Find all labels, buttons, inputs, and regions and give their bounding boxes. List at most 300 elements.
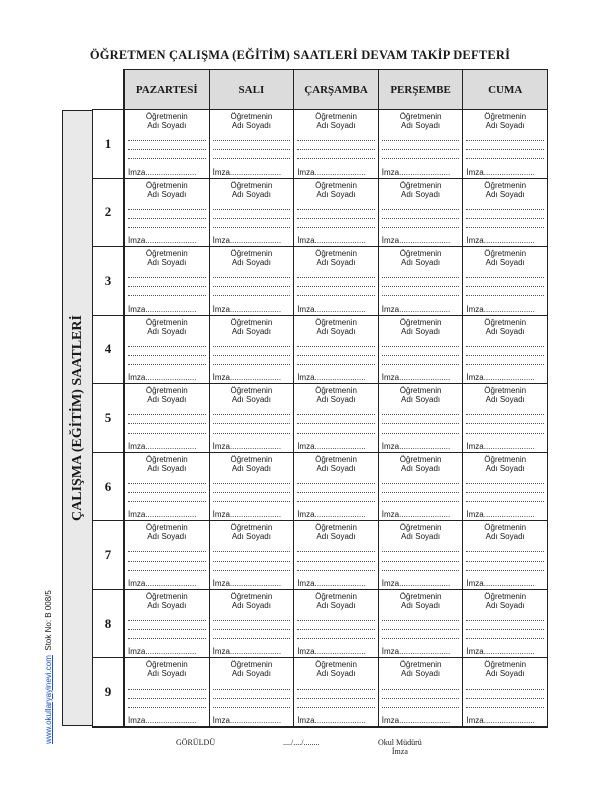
signature-label: İmza....................... [297,236,366,246]
cell-teacher-label [466,660,544,678]
dotted-line [128,629,206,630]
signature-cell[interactable] [293,658,378,727]
signature-cell[interactable] [293,110,378,179]
teacher-label-line2: Adı Soyadı [231,463,271,473]
dotted-line [382,227,460,228]
signature-cell[interactable] [209,384,294,453]
teacher-label-line1: Öğretmenin [230,317,273,327]
signature-label: İmza....................... [466,167,535,177]
teacher-label-line2: Adı Soyadı [401,326,441,336]
signature-cell[interactable] [378,521,463,590]
signature-cell[interactable] [124,590,209,659]
signature-cell[interactable] [462,453,547,522]
teacher-label-line2: Adı Soyadı [316,189,356,199]
signature-label: İmza....................... [381,647,451,657]
name-lines [297,610,375,648]
signature-label: İmza....................... [212,510,282,520]
dotted-line [213,149,291,150]
cell-teacher-label [213,660,291,678]
teacher-label-line1: Öğretmenin [230,591,273,601]
cell-teacher-label [128,318,206,336]
teacher-label-line2: Adı Soyadı [316,532,356,542]
signature-cell[interactable] [209,521,294,590]
signature-cell[interactable] [124,247,209,316]
publisher-link[interactable]: www.okullaryayinevi.com [44,655,53,744]
signature-cell[interactable] [378,658,463,727]
dotted-line [466,570,544,571]
signature-cell[interactable] [293,179,378,248]
signature-label: İmza....................... [466,578,535,588]
hour-number: 9 [92,658,124,727]
signature-cell[interactable] [209,658,294,727]
name-lines [382,336,460,374]
signature-cell[interactable] [462,247,547,316]
cell-teacher-label [213,455,291,473]
signature-label: İmza....................... [466,716,535,725]
signature-cell[interactable] [378,590,463,659]
name-lines [213,610,291,648]
teacher-label-line2: Adı Soyadı [147,669,187,679]
teacher-label-line1: Öğretmenin [145,386,188,396]
dotted-line [297,218,375,219]
teacher-label-line2: Adı Soyadı [231,395,271,405]
name-lines [213,267,291,305]
cell-teacher-label [213,592,291,610]
name-lines [382,199,460,237]
signature-cell[interactable] [293,590,378,659]
teacher-label-line1: Öğretmenin [145,454,188,464]
dotted-line [466,346,544,347]
signature-label: İmza....................... [128,510,197,520]
teacher-label-line2: Adı Soyadı [231,600,271,610]
name-lines [466,336,544,374]
dotted-line [466,227,544,228]
name-lines [466,541,544,579]
dotted-line [382,346,460,347]
dotted-line [128,638,206,639]
name-lines [128,473,206,511]
cell-teacher-label [297,386,375,404]
name-lines [466,473,544,511]
cell-teacher-label [382,386,460,404]
side-label: ÇALIŞMA (EĞİTİM) SAATLERİ [69,315,85,521]
dotted-line [213,551,291,552]
signature-label: İmza....................... [128,236,197,246]
name-lines [128,199,206,237]
dotted-line [128,286,206,287]
signature-label: İmza....................... [381,441,451,451]
signature-cell[interactable] [124,453,209,522]
teacher-label-line1: Öğretmenin [230,180,273,190]
cell-teacher-label [128,181,206,199]
dotted-line [128,501,206,502]
dotted-line [382,209,460,210]
teacher-label-line2: Adı Soyadı [401,669,441,679]
cell-teacher-label [466,455,544,473]
signature-cell[interactable] [124,179,209,248]
dotted-line [213,638,291,639]
teacher-label-line1: Öğretmenin [484,454,527,464]
dotted-line [466,140,544,141]
dotted-line [466,355,544,356]
signature-label: İmza....................... [212,373,282,383]
teacher-label-line1: Öğretmenin [315,591,357,601]
dotted-line [297,355,375,356]
dotted-line [382,423,460,424]
signature-cell[interactable] [378,316,463,385]
dotted-line [382,364,460,365]
dotted-line [297,295,375,296]
dotted-line [128,227,206,228]
dotted-line [128,140,206,141]
cell-teacher-label [213,386,291,404]
teacher-label-line1: Öğretmenin [484,180,527,190]
teacher-label-line2: Adı Soyadı [147,600,187,610]
dotted-line [213,707,291,708]
day-header: PERŞEMBE [378,69,463,110]
signature-cell[interactable] [124,316,209,385]
cell-teacher-label [382,523,460,541]
day-header: PAZARTESİ [124,69,209,110]
teacher-label-line1: Öğretmenin [315,523,357,533]
teacher-label-line2: Adı Soyadı [401,395,441,405]
teacher-label-line1: Öğretmenin [230,454,273,464]
footer-principal [378,738,422,756]
cell-teacher-label [128,112,206,130]
dotted-line [213,433,291,434]
dotted-line [128,561,206,562]
teacher-label-line1: Öğretmenin [399,660,442,670]
signature-cell[interactable] [124,110,209,179]
dotted-line [128,277,206,278]
dotted-line [128,698,206,699]
name-lines [382,267,460,305]
teacher-label-line1: Öğretmenin [145,591,188,601]
dotted-line [382,277,460,278]
teacher-label-line1: Öğretmenin [399,523,442,533]
dotted-line [297,629,375,630]
dotted-line [466,423,544,424]
dotted-line [466,295,544,296]
signature-cell[interactable] [462,316,547,385]
signature-label: İmza....................... [466,441,535,451]
teacher-label-line1: Öğretmenin [399,249,442,259]
name-lines [213,404,291,442]
dotted-line [297,423,375,424]
dotted-line [466,364,544,365]
teacher-label-line1: Öğretmenin [399,317,442,327]
cell-teacher-label [466,592,544,610]
dotted-line [213,570,291,571]
teacher-label-line2: Adı Soyadı [147,189,187,199]
teacher-label-line1: Öğretmenin [484,317,527,327]
cell-teacher-label [297,318,375,336]
dotted-line [466,620,544,621]
signature-label: İmza....................... [297,578,366,588]
signature-cell[interactable] [124,658,209,727]
signature-label: İmza....................... [466,647,535,657]
signature-label: İmza....................... [128,373,197,383]
signature-cell[interactable] [462,384,547,453]
signature-label: İmza....................... [212,441,282,451]
name-lines [382,678,460,716]
dotted-line [466,277,544,278]
teacher-label-line2: Adı Soyadı [485,669,525,679]
teacher-label-line2: Adı Soyadı [401,463,441,473]
dotted-line [128,364,206,365]
dotted-line [466,492,544,493]
dotted-line [297,227,375,228]
cell-teacher-label [466,318,544,336]
dotted-line [128,570,206,571]
signature-cell[interactable] [378,110,463,179]
signature-cell[interactable] [462,658,547,727]
hour-number: 1 [92,110,124,179]
dotted-line [213,561,291,562]
signature-label: İmza....................... [212,236,282,246]
signature-cell[interactable] [293,521,378,590]
name-lines [382,473,460,511]
name-lines [382,130,460,168]
cell-teacher-label [382,318,460,336]
signature-cell[interactable] [462,590,547,659]
signature-label: İmza....................... [297,647,366,657]
name-lines [213,130,291,168]
signature-cell[interactable] [209,453,294,522]
cell-teacher-label [382,592,460,610]
cell-teacher-label [297,249,375,267]
dotted-line [382,638,460,639]
dotted-line [213,483,291,484]
signature-label: İmza....................... [128,716,197,725]
dotted-line [382,492,460,493]
dotted-line [466,707,544,708]
dotted-line [128,158,206,159]
teacher-label-line1: Öğretmenin [484,112,527,121]
dotted-line [382,561,460,562]
teacher-label-line2: Adı Soyadı [231,669,271,679]
signature-cell[interactable] [462,110,547,179]
signature-label: İmza....................... [381,510,451,520]
dotted-line [297,707,375,708]
signature-label: İmza....................... [297,441,366,451]
signature-cell[interactable] [124,384,209,453]
cell-teacher-label [466,112,544,130]
cell-teacher-label [213,181,291,199]
teacher-label-line1: Öğretmenin [315,249,357,259]
hour-number: 5 [92,384,124,453]
signature-label: İmza....................... [381,373,451,383]
dotted-line [128,483,206,484]
signature-label: İmza....................... [128,304,197,314]
signature-cell[interactable] [378,247,463,316]
teacher-label-line2: Adı Soyadı [316,326,356,336]
dotted-line [466,286,544,287]
signature-label: İmza....................... [297,510,366,520]
dotted-line [128,492,206,493]
teacher-label-line1: Öğretmenin [145,112,188,121]
dotted-line [297,158,375,159]
dotted-line [466,433,544,434]
teacher-label-line2: Adı Soyadı [485,121,525,130]
teacher-label-line2: Adı Soyadı [401,189,441,199]
dotted-line [213,620,291,621]
dotted-line [297,620,375,621]
cell-teacher-label [297,592,375,610]
dotted-line [466,483,544,484]
dotted-line [466,638,544,639]
signature-label: İmza....................... [297,716,366,725]
dotted-line [466,561,544,562]
dotted-line [297,689,375,690]
teacher-label-line2: Adı Soyadı [231,532,271,542]
hour-number: 6 [92,453,124,522]
teacher-label-line1: Öğretmenin [145,523,188,533]
cell-teacher-label [382,181,460,199]
teacher-label-line2: Adı Soyadı [147,463,187,473]
teacher-label-line1: Öğretmenin [399,180,442,190]
name-lines [128,404,206,442]
cell-teacher-label [382,455,460,473]
teacher-label-line1: Öğretmenin [315,180,357,190]
dotted-line [213,227,291,228]
name-lines [213,473,291,511]
signature-label: İmza....................... [466,373,535,383]
teacher-label-line1: Öğretmenin [484,591,527,601]
teacher-label-line2: Adı Soyadı [485,395,525,405]
teacher-label-line2: Adı Soyadı [231,326,271,336]
cell-teacher-label [213,112,291,130]
signature-label: İmza....................... [128,647,197,657]
signature-cell[interactable] [293,316,378,385]
dotted-line [382,689,460,690]
teacher-label-line1: Öğretmenin [484,523,527,533]
dotted-line [297,638,375,639]
cell-teacher-label [466,523,544,541]
teacher-label-line2: Adı Soyadı [485,189,525,199]
day-header: ÇARŞAMBA [293,69,378,110]
principal-label: Okul Müdürü [378,738,422,747]
dotted-line [382,629,460,630]
signature-label: İmza....................... [466,304,535,314]
name-lines [297,199,375,237]
attendance-table [92,69,548,728]
name-lines [128,541,206,579]
stock-number: Stok No: B 008/5 [44,590,53,651]
name-lines [297,678,375,716]
signature-label: İmza....................... [212,304,282,314]
signature-cell[interactable] [293,384,378,453]
dotted-line [128,707,206,708]
cell-teacher-label [382,660,460,678]
hour-number: 4 [92,316,124,385]
dotted-line [466,158,544,159]
dotted-line [297,149,375,150]
teacher-label-line1: Öğretmenin [484,249,527,259]
cell-teacher-label [297,112,375,130]
cell-teacher-label [466,249,544,267]
teacher-label-line1: Öğretmenin [484,660,527,670]
cell-teacher-label [128,386,206,404]
teacher-label-line2: Adı Soyadı [147,395,187,405]
dotted-line [213,423,291,424]
dotted-line [213,492,291,493]
dotted-line [213,140,291,141]
signature-cell[interactable] [293,247,378,316]
signature-cell[interactable] [378,453,463,522]
teacher-label-line2: Adı Soyadı [485,326,525,336]
name-lines [128,267,206,305]
signature-cell[interactable] [124,521,209,590]
cell-teacher-label [213,249,291,267]
dotted-line [297,346,375,347]
teacher-label-line2: Adı Soyadı [147,326,187,336]
signature-cell[interactable] [293,453,378,522]
teacher-label-line1: Öğretmenin [399,591,442,601]
signature-label: İmza....................... [381,716,451,725]
name-lines [128,336,206,374]
signature-cell[interactable] [462,179,547,248]
footer-seen: GÖRÜLDÜ [176,738,216,747]
signature-cell[interactable] [209,590,294,659]
signature-label: İmza....................... [297,304,366,314]
signature-cell[interactable] [209,110,294,179]
signature-cell[interactable] [209,179,294,248]
dotted-line [297,492,375,493]
dotted-line [213,689,291,690]
name-lines [297,404,375,442]
dotted-line [382,483,460,484]
page-title: ÖĞRETMEN ÇALIŞMA (EĞİTİM) SAATLERİ DEVAM TAKİP DEFTERİ [89,48,511,62]
dotted-line [128,355,206,356]
teacher-label-line2: Adı Soyadı [231,121,271,130]
name-lines [297,473,375,511]
dotted-line [382,286,460,287]
teacher-label-line2: Adı Soyadı [231,258,271,268]
signature-cell[interactable] [378,384,463,453]
dotted-line [382,698,460,699]
dotted-line [128,149,206,150]
signature-label: İmza....................... [128,167,197,177]
teacher-label-line1: Öğretmenin [315,112,357,121]
cell-teacher-label [213,523,291,541]
dotted-line [382,433,460,434]
dotted-line [297,561,375,562]
dotted-line [297,209,375,210]
signature-cell[interactable] [378,179,463,248]
cell-teacher-label [382,249,460,267]
dotted-line [382,620,460,621]
signature-label: İmza....................... [128,578,197,588]
dotted-line [213,286,291,287]
signature-cell[interactable] [209,316,294,385]
name-lines [466,130,544,168]
dotted-line [382,140,460,141]
teacher-label-line1: Öğretmenin [145,249,188,259]
name-lines [128,678,206,716]
dotted-line [466,689,544,690]
signature-cell[interactable] [209,247,294,316]
dotted-line [213,414,291,415]
dotted-line [382,149,460,150]
hour-number: 8 [92,590,124,659]
dotted-line [213,629,291,630]
teacher-label-line2: Adı Soyadı [485,600,525,610]
teacher-label-line1: Öğretmenin [399,454,442,464]
dotted-line [128,295,206,296]
dotted-line [213,364,291,365]
signature-cell[interactable] [462,521,547,590]
